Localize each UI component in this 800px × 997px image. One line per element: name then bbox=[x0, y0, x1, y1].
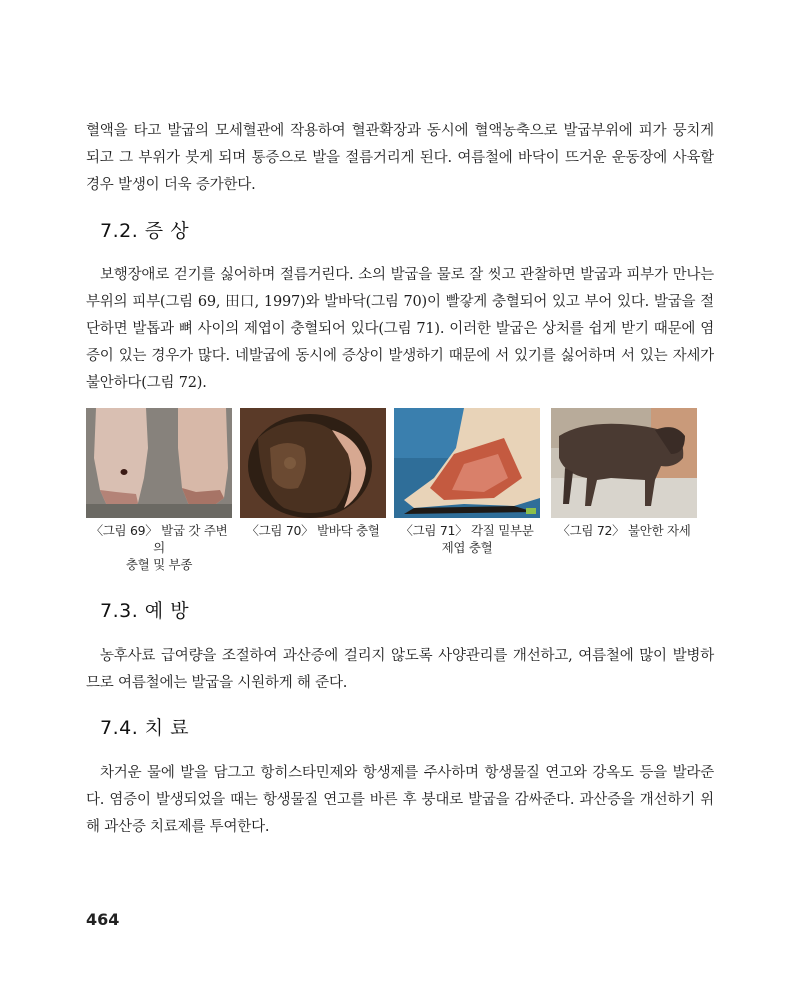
heading-prevention: 7.3. 예 방 bbox=[100, 600, 190, 622]
figure-71-caption bbox=[394, 522, 540, 556]
figure-69-photo bbox=[86, 408, 232, 518]
heading-symptoms: 7.2. 증 상 bbox=[100, 220, 190, 242]
figure-70-photo bbox=[240, 408, 386, 518]
paragraph-prevention: 농후사료 급여량을 조절하여 과산증에 걸리지 않도록 사양관리를 개선하고, 여름철에 많이 발병하므로 여름철에는 발굽을 시원하게 해 준다. bbox=[86, 648, 714, 691]
figure-71 bbox=[394, 408, 540, 556]
figure-69 bbox=[86, 408, 232, 573]
caption-line: 〈그림 69〉 발굽 갓 주변의 bbox=[90, 523, 228, 555]
paragraph-treatment: 차거운 물에 발을 담그고 항히스타민제와 항생제를 주사하며 항생물질 연고와 강옥도 등을 발라준다. 염증이 발생되었을 때는 항생물질 연고를 바른 후 붕대로 발굽을 감싸준다. 과산증을 개선하기 위해 과산증 치료제를 투여한다. bbox=[86, 765, 714, 835]
figure-70-caption bbox=[240, 522, 386, 539]
caption-line: 〈그림 72〉 불안한 자세 bbox=[557, 523, 691, 538]
figure-69-caption bbox=[86, 522, 232, 573]
caption-line: 충혈 및 부종 bbox=[125, 557, 193, 572]
figure-71-photo bbox=[394, 408, 540, 518]
caption-line: 〈그림 71〉 각질 밑부분 bbox=[400, 523, 534, 538]
caption-line: 〈그림 70〉 발바닥 충혈 bbox=[246, 523, 380, 538]
heading-treatment: 7.4. 치 료 bbox=[100, 717, 190, 739]
figure-70 bbox=[240, 408, 386, 539]
paragraph-intro: 혈액을 타고 발굽의 모세혈관에 작용하여 혈관확장과 동시에 혈액농축으로 발굽부위에 피가 뭉치게 되고 그 부위가 붓게 되며 통증으로 발을 절름거리게 된다. 여름철에 바닥이 뜨거운 운동장에 사육할 경우 발생이 더욱 증가한다. bbox=[86, 123, 714, 193]
page-number: 464 bbox=[86, 910, 120, 929]
figure-72-photo bbox=[551, 408, 697, 518]
paragraph-symptoms: 보행장애로 걷기를 싫어하며 절름거린다. 소의 발굽을 물로 잘 씻고 관찰하면 발굽과 피부가 만나는 부위의 피부(그림 69, 田口, 1997)와 발바닥(그림 70)이 빨갛게 충혈되어 있고 부어 있다. 발굽을 절단하면 발톱과 뼈 사이의 제엽이 충혈되어 있다(그림 71). 이러한 발굽은 상처를 쉽게 받기 때문에 염증이 있는 경우가 많다. 네발굽에 동시에 증상이 발생하기 때문에 서 있기를 싫어하며 서 있는 자세가 불안하다(그림 72). bbox=[86, 267, 714, 391]
figure-72-caption bbox=[551, 522, 697, 539]
figure-72 bbox=[551, 408, 697, 539]
caption-line: 제엽 충혈 bbox=[441, 540, 493, 555]
